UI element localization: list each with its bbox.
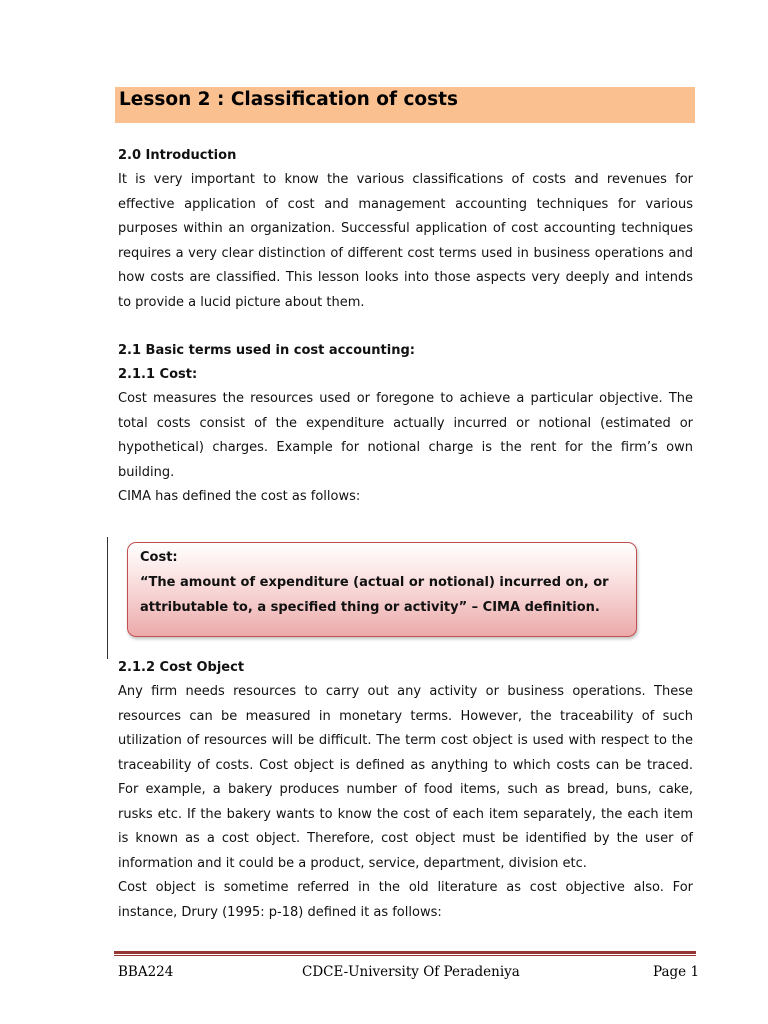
paragraph-line: Any firm needs resources to carry out any activity or business operations. These (118, 684, 693, 699)
paragraph-line: CIMA has defined the cost as follows: (118, 489, 361, 504)
cost-object-paragraph (118, 680, 693, 925)
paragraph-line: to provide a lucid picture about them. (118, 294, 365, 310)
paragraph-line: rusks etc. If the bakery wants to know the cost of each item separately, the each item (118, 806, 693, 822)
definition-line: attributable to, a specified thing or activity” – CIMA definition. (140, 600, 600, 615)
definition-label: Cost: (140, 550, 178, 565)
paragraph-line: resources can be measured in monetary terms. However, the traceability of such (118, 708, 693, 724)
margin-change-bar (107, 537, 108, 659)
introduction-paragraph (118, 168, 693, 315)
paragraph-line: information and it could be a product, service, department, division etc. (118, 855, 587, 871)
paragraph-line: hypothetical) charges. Example for notional charge is the rent for the firm’s own (118, 440, 693, 455)
paragraph-line: purposes within an organization. Successful application of cost accounting techniques (118, 221, 693, 236)
definition-line: “The amount of expenditure (actual or notional) incurred on, or (140, 575, 609, 590)
section-heading-introduction: 2.0 Introduction (118, 148, 237, 163)
paragraph-line: building. (118, 464, 175, 480)
lesson-title-bar (115, 87, 695, 123)
section-heading-cost: 2.1.1 Cost: (118, 367, 198, 382)
paragraph-line: how costs are classified. This lesson looks into those aspects very deeply and intends (118, 270, 693, 285)
paragraph-line: utilization of resources will be difficult. The term cost object is used with respect to the (118, 733, 693, 748)
paragraph-line: Cost measures the resources used or foregone to achieve a particular objective. The (118, 391, 693, 406)
cima-definition-box (127, 542, 637, 637)
section-heading-cost-object: 2.1.2 Cost Object (118, 660, 245, 675)
paragraph-line: traceability of costs. Cost object is defined as anything to which costs can be traced. (118, 757, 693, 773)
lesson-title: Lesson 2 : Classification of costs (119, 89, 459, 110)
footer-rule-thick (114, 951, 696, 954)
cost-paragraph (118, 387, 693, 510)
section-heading-basic-terms: 2.1 Basic terms used in cost accounting: (118, 343, 415, 358)
footer-rule-thin (114, 955, 696, 956)
paragraph-line: requires a very clear distinction of different cost terms used in business operations and (118, 245, 693, 261)
paragraph-line: total costs consist of the expenditure actually incurred or notional (estimated or (118, 415, 693, 431)
paragraph-line: It is very important to know the various classifications of costs and revenues for (118, 172, 693, 187)
footer-institution: CDCE-University Of Peradeniya (302, 964, 520, 980)
paragraph-line: is known as a cost object. Therefore, cost object must be identified by the user of (118, 831, 693, 846)
paragraph-line: For example, a bakery produces number of food items, such as bread, buns, cake, (118, 782, 693, 797)
footer-page-number: Page 1 (653, 964, 700, 980)
paragraph-line: instance, Drury (1995: p-18) defined it as follows: (118, 904, 442, 920)
paragraph-line: effective application of cost and management accounting techniques for various (118, 196, 693, 212)
paragraph-line: Cost object is sometime referred in the old literature as cost objective also. For (118, 880, 693, 895)
footer-course-code: BBA224 (118, 964, 174, 980)
